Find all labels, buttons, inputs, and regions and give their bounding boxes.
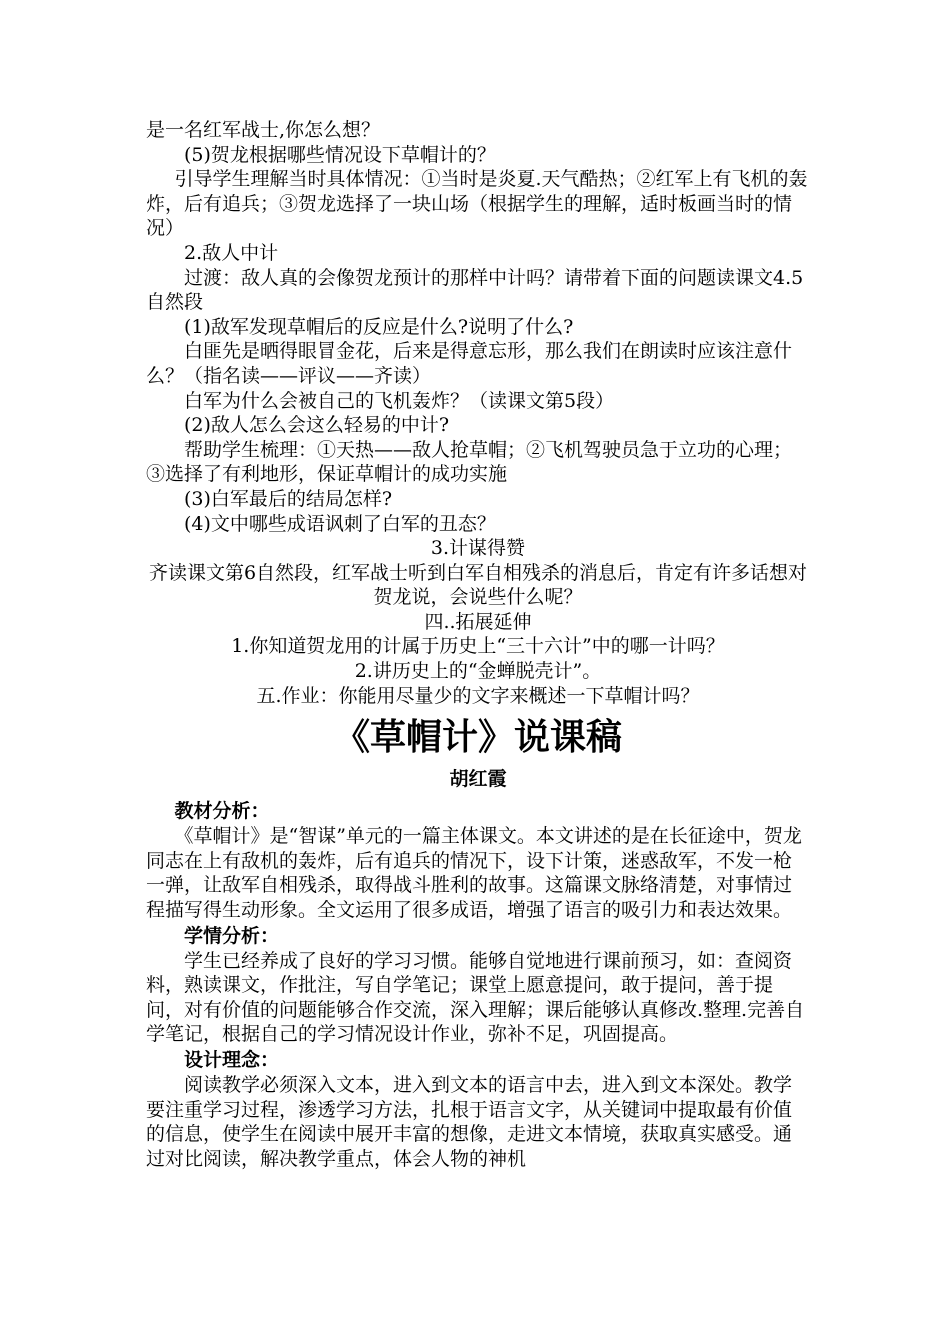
section-body-design: 阅读教学必须深入文本，进入到文本的语言中去，进入到文本深处。教学要注重学习过程，渗透学习方法，扎根于语言文字，从关键词中提取最有价值的信息，使学生在阅读中展开丰富的想像，走进文本情境，获取真实感受。通过对比阅读，解决教学重点，体会人物的神机 xyxy=(146,1074,793,1170)
homework: 五.作业：你能用尽量少的文字来概述一下草帽计吗？ xyxy=(256,684,700,707)
section-body-material: 《草帽计》是“智谋”单元的一篇主体课文。本文讲述的是在长征途中，贺龙同志在上有敌机的轰炸，后有追兵的情况下，设下计策，迷惑敌军，不发一枪一弹，让敌军自相残杀，取得战斗胜利的故事。这篇课文脉络清楚，对事情过程描写得生动形象。全文运用了很多成语，增强了语言的吸引力和表达效果。 xyxy=(146,825,802,922)
paragraph: 白军为什么会被自己的飞机轰炸？（读课文第5段） xyxy=(184,389,615,412)
paragraph: 是一名红军战士,你怎么想？ xyxy=(146,119,381,141)
section-extension: 四..拓展延伸 xyxy=(424,610,532,633)
question-4: (4)文中哪些成语讽刺了白军的丑态？ xyxy=(184,512,496,535)
paragraph: 帮助学生梳理：①天热——敌人抢草帽；②飞机驾驶员急于立功的心理；③选择了有利地形，保证草帽计的成功实施 xyxy=(146,438,793,486)
paragraph: 引导学生理解当时具体情况：①当时是炎夏.天气酷热；②红军上有飞机的轰炸，后有追兵；③贺龙选择了一块山场（根据学生的理解，适时板画当时的情况） xyxy=(146,168,808,240)
subheading-enemy-trapped: 2.敌人中计 xyxy=(184,241,279,264)
extension-item-2: 2.讲历史上的“金蝉脱壳计”。 xyxy=(354,660,602,683)
paragraph: 过渡：敌人真的会像贺龙预计的那样中计吗？请带着下面的问题读课文4.5自然段 xyxy=(146,266,804,314)
section-body-students: 学生已经养成了良好的学习习惯。能够自觉地进行课前预习，如：查阅资料，熟读课文，作批注，写自学笔记；课堂上愿意提问，敢于提问，善于提问，对有价值的问题能够合作交流，深入理解；课后能够认真修改.整理.完善自学笔记，根据自己的学习情况设计作业，弥补不足，巩固提高。 xyxy=(146,949,805,1046)
document-title: 《草帽计》说课稿 xyxy=(333,717,622,759)
section-heading-material: 教材分析： xyxy=(174,800,270,823)
extension-item-1: 1.你知道贺龙用的计属于历史上“三十六计”中的哪一计吗？ xyxy=(231,635,725,658)
question-2: (2)敌人怎么会这么轻易的中计? xyxy=(184,414,450,437)
author-name: 胡红霞 xyxy=(449,768,507,791)
paragraph: 白匪先是晒得眼冒金花，后来是得意忘形，那么我们在朗读时应该注意什么？（指名读——评议——齐读） xyxy=(146,340,793,387)
question-5: (5)贺龙根据哪些情况设下草帽计的？ xyxy=(184,143,496,166)
question-1: (1)敌军发现草帽后的反应是什么?说明了什么? xyxy=(184,315,574,338)
subheading-praise: 3.计谋得赞 xyxy=(430,537,526,560)
section-heading-students: 学情分析： xyxy=(184,924,280,947)
paragraph: 齐读课文第6自然段，红军战士听到白军自相残杀的消息后，肯定有许多话想对贺龙说，会说些什么呢？ xyxy=(148,561,808,609)
section-heading-design: 设计理念： xyxy=(184,1049,280,1071)
question-3: (3)白军最后的结局怎样? xyxy=(184,487,393,510)
document-page xyxy=(146,118,810,1171)
